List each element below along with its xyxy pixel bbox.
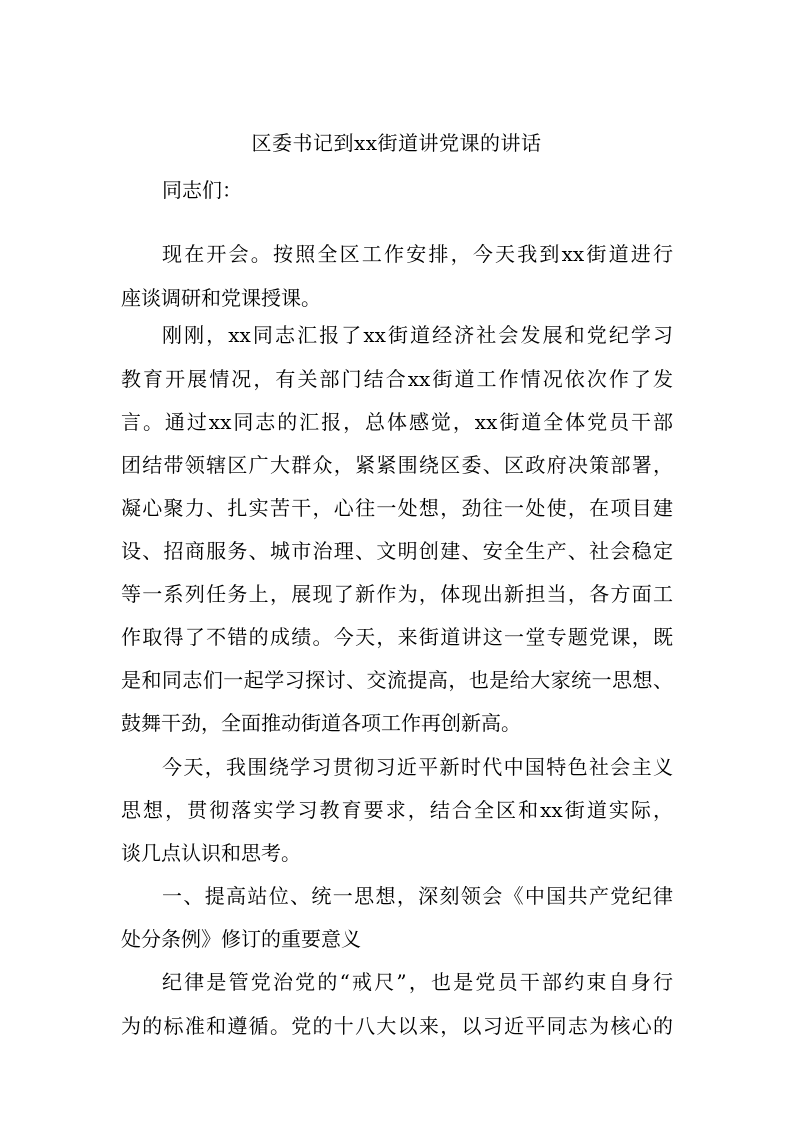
document-title: 区委书记到xx街道讲党课的讲话 — [251, 131, 542, 155]
paragraph-line: 教育开展情况，有关部门结合xx街道工作情况依次作了发 — [121, 367, 673, 391]
paragraph-line: 现在开会。按照全区工作安排，今天我到xx街道进行 — [162, 242, 673, 266]
paragraph-line: 是和同志们一起学习探讨、交流提高，也是给大家统一思想、 — [121, 668, 673, 692]
section-heading-line: 一、提高站位、统一思想，深刻领会《中国共产党纪律 — [162, 884, 673, 908]
paragraph-line: 刚刚，xx同志汇报了xx街道经济社会发展和党纪学习 — [162, 323, 673, 347]
paragraph-line: 设、招商服务、城市治理、文明创建、安全生产、社会稳定 — [121, 539, 673, 563]
paragraph-line: 今天，我围绕学习贯彻习近平新时代中国特色社会主义 — [162, 755, 673, 779]
paragraph-line: 纪律是管党治党的“戒尺”，也是党员干部约束自身行 — [162, 970, 673, 994]
paragraph-line: 谈几点认识和思考。 — [121, 841, 301, 865]
paragraph-line: 作取得了不错的成绩。今天，来街道讲这一堂专题党课，既 — [121, 625, 673, 649]
paragraph-line: 言。通过xx同志的汇报，总体感觉，xx街道全体党员干部 — [121, 410, 673, 434]
paragraph-line: 思想，贯彻落实学习教育要求，结合全区和xx街道实际， — [121, 798, 673, 822]
section-heading-line: 处分条例》修订的重要意义 — [121, 927, 361, 951]
salutation-line: 同志们： — [162, 178, 242, 202]
paragraph-line: 鼓舞干劲，全面推动街道各项工作再创新高。 — [121, 711, 521, 735]
paragraph-line: 等一系列任务上，展现了新作为，体现出新担当，各方面工 — [121, 582, 673, 606]
paragraph-line: 凝心聚力、扎实苦干，心往一处想，劲往一处使，在项目建 — [121, 496, 673, 520]
paragraph-line: 座谈调研和党课授课。 — [121, 286, 321, 310]
paragraph-line: 团结带领辖区广大群众，紧紧围绕区委、区政府决策部署， — [121, 453, 673, 477]
paragraph-line: 为的标准和遵循。党的十八大以来，以习近平同志为核心的 — [121, 1014, 673, 1038]
